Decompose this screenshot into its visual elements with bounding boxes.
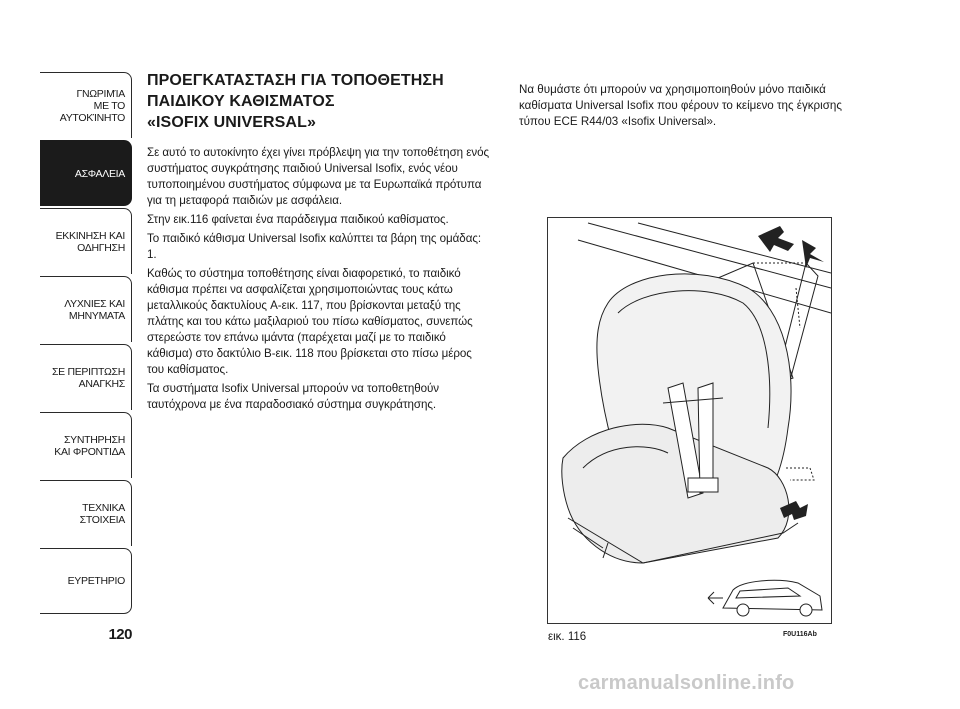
figure-caption: εικ. 116 — [548, 631, 587, 643]
tab-index[interactable]: ΕΥΡΕΤΗΡΙΟ — [40, 548, 132, 614]
main-column — [147, 70, 492, 416]
tab-technical-data[interactable]: ΤΕΧΝΙΚΑ ΣΤΟΙΧΕΙΑ — [40, 480, 132, 546]
child-seat-figure — [547, 217, 832, 624]
paragraph: Σε αυτό το αυτοκίνητο έχει γίνει πρόβλεψη για την τοποθέτηση ενός συστήματος συγκράτησης παιδιού Universal Isofix, ενός νέου τυποποιημένου συστήματος σύμφωνα με τα Ευρωπαϊκά πρότυπα για τη μεταφορά παιδιών με ασφάλεια. — [147, 146, 490, 207]
tab-safety[interactable]: ΑΣΦΑΛΕΙΑ — [40, 140, 132, 206]
paragraph: Καθώς το σύστημα τοποθέτησης είναι διαφορετικό, το παιδικό κάθισμα πρέπει να ασφαλίζεται χρησιμοποιώντας τους κάτω μεταλλικούς δακτυλίους A-εικ. 117, που βρίσκονται μεταξύ της πλάτης και του κάτω μαξιλαριού του πίσω καθίσματος, συνεπώς στερεώστε τον επάνω ιμάντα (παρέχεται μαζί με το παιδικό κάθισμα) στο δακτύλιο B-εικ. 118 που βρίσκεται στο πίσω μέρος του καθίσματος. — [147, 267, 473, 376]
page-number: 120 — [108, 626, 132, 643]
paragraph: Τα συστήματα Isofix Universal μπορούν να τοποθετηθούν ταυτόχρονα με ένα παραδοσιακό σύστημα συγκράτησης. — [147, 382, 440, 411]
tab-warning-lights[interactable]: ΛΥΧΝΙΕΣ ΚΑΙ ΜΗΝΥΜΑΤΑ — [40, 276, 132, 342]
figure-code: F0U116Ab — [783, 631, 817, 638]
paragraph: Στην εικ.116 φαίνεται ένα παράδειγμα παιδικού καθίσματος. — [147, 213, 449, 226]
watermark: carmanualsonline.info — [578, 672, 795, 694]
tab-maintenance[interactable]: ΣΥΝΤΗΡΗΣΗ ΚΑΙ ΦΡΟΝΤΙΔΑ — [40, 412, 132, 478]
paragraph: Το παιδικό κάθισμα Universal Isofix καλύπτει τα βάρη της ομάδας: 1. — [147, 232, 482, 261]
tab-starting-driving[interactable]: ΕΚΚΙΝΗΣΗ ΚΑΙ ΟΔΗΓΗΣΗ — [40, 208, 132, 274]
tab-emergency[interactable]: ΣΕ ΠΕΡΙΠΤΩΣΗ ΑΝΑΓΚΗΣ — [40, 344, 132, 410]
section-heading: ΠΡΟΕΓΚΑΤΑΣΤΑΣΗ ΓΙΑ ΤΟΠΟΘΕΤΗΣΗ ΠΑΙΔΙΚΟΥ ΚΑΘΙΣΜΑΤΟΣ «ISOFIX UNIVERSAL» — [147, 72, 444, 131]
note-text: Να θυμάστε ότι μπορούν να χρησιμοποιηθούν μόνο παιδικά καθίσματα Universal Isofix που φέρουν το κείμενο της έγκρισης τύπου ECE R44/03 «Isofix Universal». — [519, 82, 842, 128]
tab-getting-to-know[interactable]: ΓΝΩΡΙΜΊΑ ΜΕ ΤΟ ΑΥΤΟΚΊΝΗΤΟ — [40, 72, 132, 138]
child-seat-illustration — [548, 218, 831, 623]
chapter-tabs — [40, 72, 132, 616]
